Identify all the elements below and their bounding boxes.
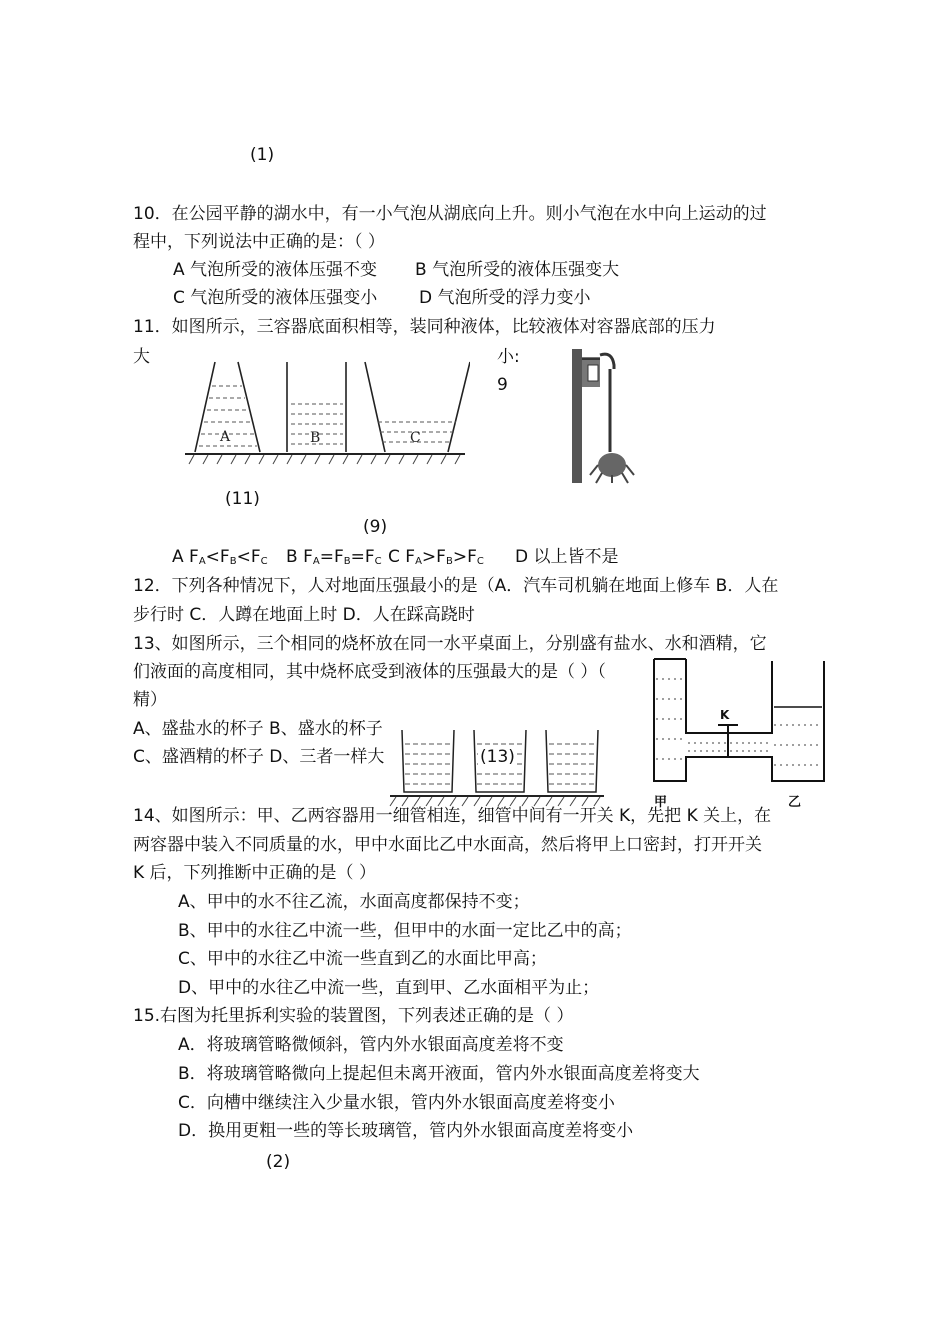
option-c-prefix: C F bbox=[388, 547, 416, 567]
q14-option-c: C、甲中的水往乙中流一些直到乙的水面比甲高； bbox=[178, 949, 547, 969]
figure-label-11: (11) bbox=[225, 489, 260, 509]
three-containers-figure bbox=[180, 356, 470, 468]
q10-option-d: D 气泡所受的浮力变小 bbox=[419, 288, 591, 308]
container-jia-label: 甲 bbox=[654, 795, 668, 809]
sub-a: A bbox=[415, 556, 422, 567]
q15-option-a: A．将玻璃管略微倾斜，管内外水银面高度差将不变 bbox=[178, 1035, 564, 1055]
q10-option-c: C 气泡所受的液体压强变小 bbox=[173, 288, 378, 308]
q10-stem-line2: 程中，下列说法中正确的是：（ ） bbox=[133, 232, 385, 252]
q13-stem-line1: 13、如图所示，三个相同的烧杯放在同一水平桌面上，分别盛有盐水、水和酒精，它 bbox=[133, 634, 767, 654]
q10-stem-line1: 10．在公园平静的湖水中，有一小气泡从湖底向上升。则小气泡在水中向上运动的过 bbox=[133, 204, 767, 224]
figure-label-1: (1) bbox=[250, 145, 275, 165]
q11-option-a: A $F_A<F_B<F_C$ bbox=[172, 547, 268, 567]
figure-label-13: (13) bbox=[480, 747, 515, 767]
q11-stem-line1: 11．如图所示，三容器底面积相等，装同种液体，比较液体对容器底部的压力 bbox=[133, 317, 716, 337]
q11-stem-da: 大 bbox=[133, 347, 150, 367]
q10-option-b: B 气泡所受的液体压强变大 bbox=[415, 260, 620, 280]
container-label-a: A bbox=[220, 429, 231, 445]
q13-stem-line2: 们液面的高度相同，其中烧杯底受到液体的压强最大的是（ ）（ bbox=[133, 662, 606, 682]
q11-option-c: C $F_A>F_B>F_C$ bbox=[388, 547, 484, 567]
connected-containers-figure bbox=[648, 657, 828, 809]
q15-stem-line1: 15.右图为托里拆利实验的装置图，下列表述正确的是（ ） bbox=[133, 1006, 574, 1026]
sub-b: B bbox=[343, 556, 351, 567]
q14-option-b: B、甲中的水往乙中流一些，但甲中的水面一定比乙中的高； bbox=[178, 921, 632, 941]
sub-c: C bbox=[476, 556, 484, 567]
op-eq: = bbox=[319, 547, 334, 567]
q11-option-d: D 以上皆不是 bbox=[515, 547, 619, 567]
container-yi-label: 乙 bbox=[788, 795, 802, 809]
sub-b: B bbox=[445, 556, 453, 567]
q14-stem-line1: 14、如图所示：甲、乙两容器用一细管相连，细管中间有一开关 K，先把 K 关上，在 bbox=[133, 806, 772, 826]
sub-a: A bbox=[312, 556, 320, 567]
q12-stem-line1: 12．下列各种情况下，人对地面压强最小的是（A．汽车司机躺在地面上修车 B．人在 bbox=[133, 576, 779, 596]
fig9-number: 9 bbox=[497, 375, 508, 395]
q15-option-d: D．换用更粗一些的等长玻璃管，管内外水银面高度差将变小 bbox=[178, 1121, 634, 1141]
q14-stem-line3: K 后，下列推断中正确的是（ ） bbox=[133, 863, 376, 883]
q15-option-c: C．向槽中继续注入少量水银，管内外水银面高度差将变小 bbox=[178, 1093, 615, 1113]
container-label-c: C bbox=[410, 430, 421, 446]
q13-stem-line3: 精） bbox=[133, 690, 167, 710]
q11-stem-xiao: 小: bbox=[497, 347, 520, 367]
sub-a: A bbox=[198, 556, 206, 567]
op-eq: = bbox=[350, 547, 365, 567]
option-b-prefix: B F bbox=[286, 547, 313, 567]
q15-option-b: B．将玻璃管略微向上提起但未离开液面，管内外水银面高度差将变大 bbox=[178, 1064, 700, 1084]
option-a-prefix: A F bbox=[172, 547, 199, 567]
op-gt: > bbox=[421, 547, 437, 567]
q14-option-a: A、甲中的水不往乙流，水面高度都保持不变； bbox=[178, 892, 530, 912]
figure-label-2: (2) bbox=[266, 1152, 291, 1172]
q14-option-d: D、甲中的水往乙中流一些，直到甲、乙水面相平为止； bbox=[178, 978, 600, 998]
torricelli-apparatus-figure bbox=[570, 347, 648, 485]
q13-option-ab: A、盛盐水的杯子 B、盛水的杯子 bbox=[133, 719, 383, 739]
q13-option-cd: C、盛酒精的杯子 D、三者一样大 bbox=[133, 747, 385, 767]
q14-stem-line2: 两容器中装入不同质量的水，甲中水面比乙中水面高，然后将甲上口密封，打开开关 bbox=[133, 835, 762, 855]
container-label-b: B bbox=[310, 430, 321, 446]
q11-option-b: B $F_A=F_B=F_C$ bbox=[286, 547, 382, 567]
q12-stem-line2: 步行时 C．人蹲在地面上时 D．人在踩高跷时 bbox=[133, 605, 475, 625]
q10-option-a: A 气泡所受的液体压强不变 bbox=[173, 260, 378, 280]
sub-b: B bbox=[229, 556, 237, 567]
switch-k-label: K bbox=[720, 708, 730, 722]
figure-label-9: (9) bbox=[363, 517, 388, 537]
sub-c: C bbox=[374, 556, 382, 567]
op-lt: < bbox=[205, 547, 220, 567]
op-lt: < bbox=[236, 547, 251, 567]
op-gt: > bbox=[452, 547, 468, 567]
sub-c: C bbox=[260, 556, 268, 567]
